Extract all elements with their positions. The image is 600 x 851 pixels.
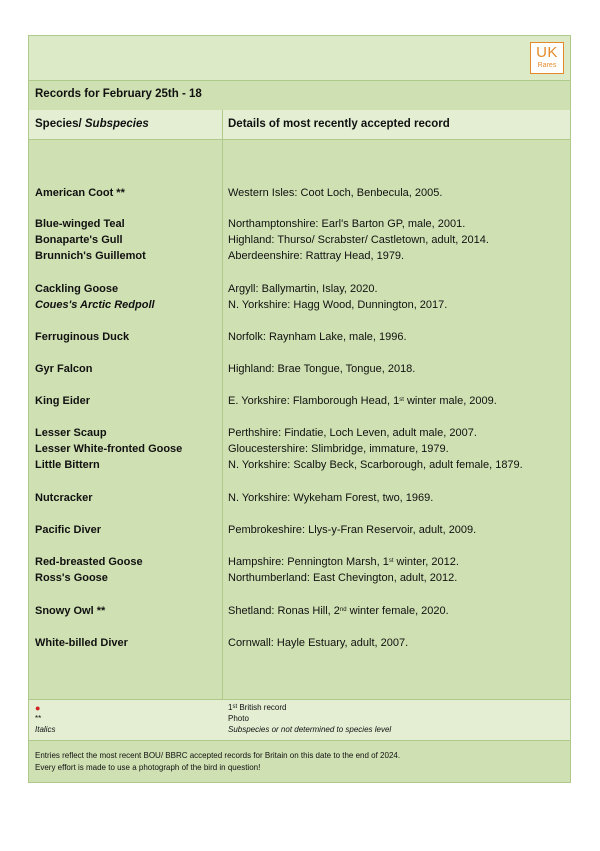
footer-note: Entries reflect the most recent BOU/ BBRC accepted records for Britain on this date to the end of 2024.	[35, 751, 401, 760]
record-details: Pembrokeshire: Llys-y-Fran Reservoir, adult, 2009.	[228, 524, 477, 536]
subspecies-label: Subspecies or not determined to species level	[228, 725, 392, 734]
record-details: Northamptonshire: Earl's Barton GP, male, 2001.	[228, 218, 466, 230]
footer	[29, 739, 570, 783]
page-title: Records for February 25th - 18	[35, 88, 202, 100]
species-column-header	[35, 118, 149, 130]
record-details: Gloucestershire: Slimbridge, immature, 1979.	[228, 443, 449, 455]
species-name: Blue-winged Teal	[35, 218, 125, 230]
species-name: Lesser White-fronted Goose	[35, 443, 183, 455]
header-band	[29, 36, 570, 81]
record-details: Highland: Brae Tongue, Tongue, 2018.	[228, 363, 416, 375]
key-text: British record	[237, 703, 287, 712]
species-name: Nutcracker	[35, 492, 93, 504]
photo-symbol: **	[35, 714, 42, 723]
record-text: E. Yorkshire: Flamborough Head, 1	[228, 395, 400, 407]
records-page	[28, 35, 571, 783]
record-details: Aberdeenshire: Rattray Head, 1979.	[228, 250, 405, 262]
ordinal-suffix: st	[388, 558, 394, 564]
details-column-header: Details of most recently accepted record	[228, 118, 450, 130]
records-body	[29, 139, 570, 732]
record-details: Norfolk: Raynham Lake, male, 1996.	[228, 331, 407, 343]
ordinal-suffix: nd	[339, 607, 347, 613]
key-number: 1	[228, 703, 233, 712]
species-name: Brunnich's Guillemot	[35, 250, 146, 262]
italics-symbol: Italics	[35, 725, 56, 734]
record-details	[228, 556, 459, 569]
species-name: Red-breasted Goose	[35, 556, 143, 568]
ordinal-suffix: st	[232, 704, 238, 710]
record-text: Hampshire: Pennington Marsh, 1	[228, 556, 389, 568]
logo-rares-text: Rares	[537, 62, 557, 69]
footer-note: Every effort is made to use a photograph of the bird in question!	[35, 763, 261, 772]
species-name: White-billed Diver	[35, 637, 128, 649]
species-name: Lesser Scaup	[35, 427, 107, 439]
species-name: King Eider	[35, 395, 91, 407]
species-name: Ferruginous Duck	[35, 331, 130, 343]
ordinal-suffix: st	[399, 397, 404, 403]
species-name: Snowy Owl **	[35, 605, 106, 617]
record-details	[228, 605, 449, 618]
logo-uk-text: UK	[536, 44, 558, 61]
record-details: N. Yorkshire: Wykeham Forest, two, 1969.	[228, 492, 434, 504]
record-text: Shetland: Ronas Hill, 2	[228, 605, 340, 617]
species-name: Bonaparte's Gull	[35, 234, 123, 246]
record-text: winter, 2012.	[393, 556, 459, 568]
uk-rares-logo	[530, 42, 564, 74]
record-details: Western Isles: Coot Loch, Benbecula, 2005.	[228, 187, 443, 199]
species-header-prefix: Species/	[35, 118, 85, 130]
title-row	[29, 80, 570, 111]
species-header-italic: Subspecies	[84, 118, 149, 130]
species-name: Gyr Falcon	[35, 363, 93, 375]
first-british-record-label	[228, 703, 286, 713]
record-details: N. Yorkshire: Hagg Wood, Dunnington, 2017.	[228, 299, 448, 311]
photo-label: Photo	[228, 714, 249, 723]
species-name: Cackling Goose	[35, 283, 119, 295]
subspecies-name: Coues's Arctic Redpoll	[35, 299, 155, 311]
record-details	[228, 395, 497, 408]
record-text: winter male, 2009.	[403, 395, 497, 407]
column-headers	[29, 110, 570, 140]
record-text: winter female, 2020.	[346, 605, 449, 617]
first-record-dot-icon: ●	[35, 703, 41, 713]
record-details: Highland: Thurso/ Scrabster/ Castletown, adult, 2014.	[228, 234, 489, 246]
record-details: N. Yorkshire: Scalby Beck, Scarborough, adult female, 1879.	[228, 459, 523, 471]
record-details: Northumberland: East Chevington, adult, 2012.	[228, 572, 458, 584]
species-name: Little Bittern	[35, 459, 100, 471]
record-details: Cornwall: Hayle Estuary, adult, 2007.	[228, 637, 409, 649]
species-name: Pacific Diver	[35, 524, 102, 536]
species-name: American Coot **	[35, 187, 125, 199]
species-name: Ross's Goose	[35, 572, 108, 584]
key-row	[29, 699, 570, 741]
record-details: Perthshire: Findatie, Loch Leven, adult male, 2007.	[228, 427, 477, 439]
record-details: Argyll: Ballymartin, Islay, 2020.	[228, 283, 378, 295]
